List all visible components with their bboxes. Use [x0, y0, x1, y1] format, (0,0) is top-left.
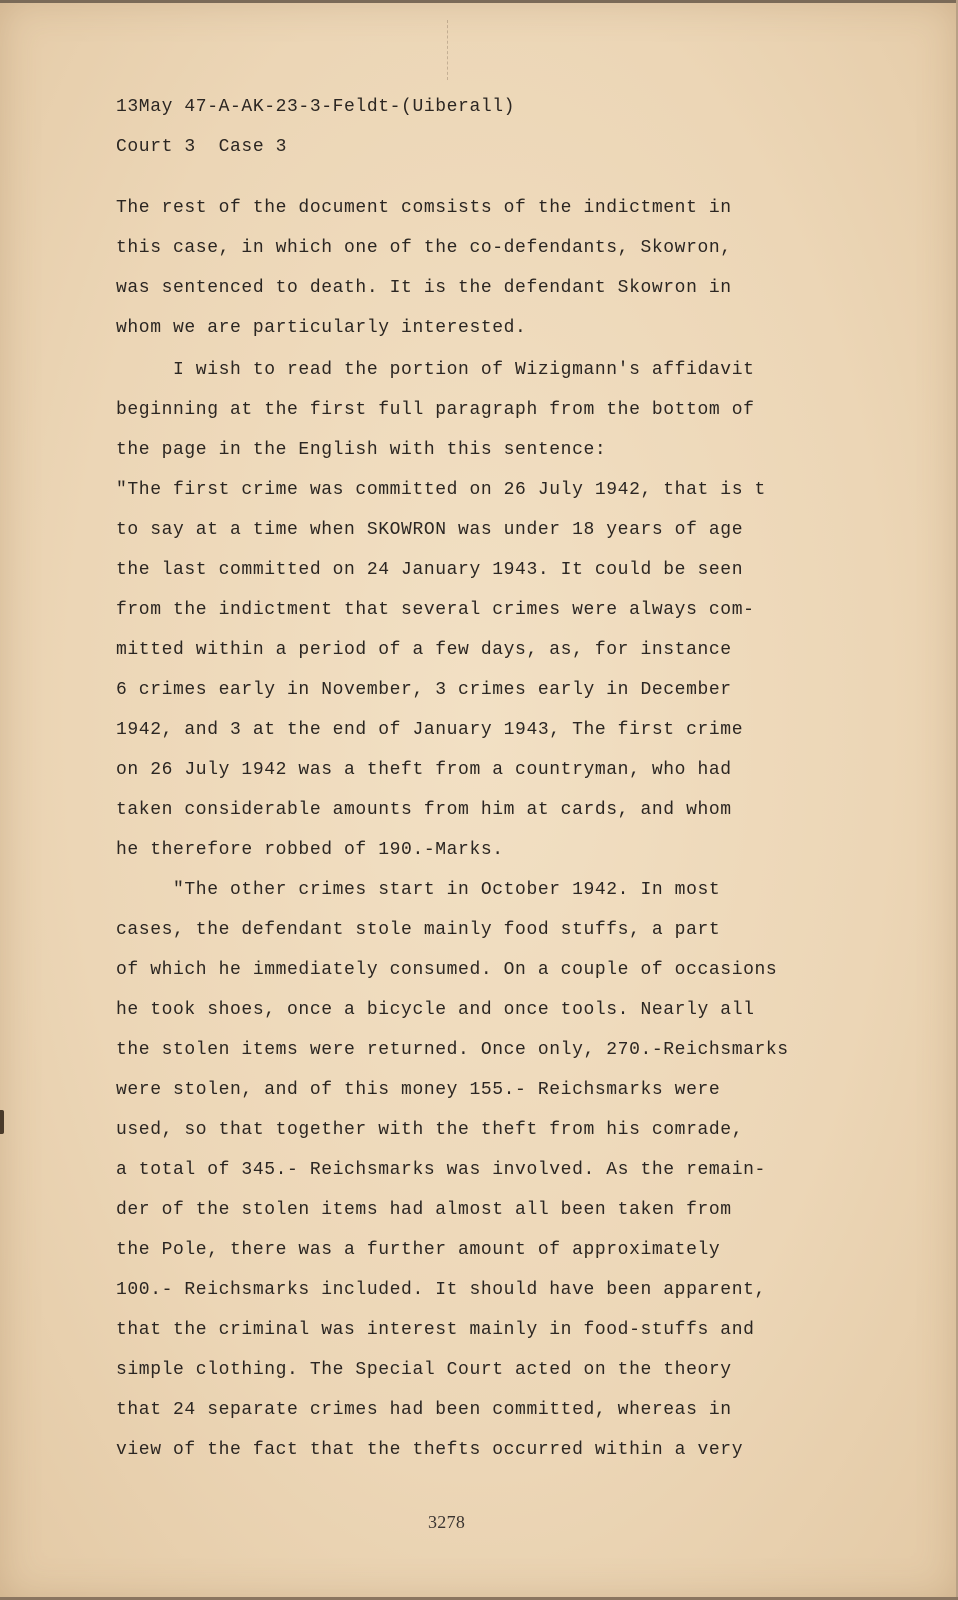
page-top-edge: [0, 0, 958, 3]
body-line: 6 crimes early in November, 3 crimes early in December: [116, 680, 732, 700]
body-line: that the criminal was interest mainly in food-stuffs and: [116, 1320, 755, 1340]
body-line: the page in the English with this sentence:: [116, 440, 607, 460]
header-court-case: Court 3 Case 3: [116, 137, 288, 157]
body-line: that 24 separate crimes had been committed, whereas in: [116, 1400, 732, 1420]
body-line: he therefore robbed of 190.-Marks.: [116, 840, 504, 860]
body-line: "The first crime was committed on 26 July 1942, that is t: [116, 480, 766, 500]
body-line: taken considerable amounts from him at cards, and whom: [116, 800, 732, 820]
binding-mark: [0, 1110, 4, 1134]
header-reference: 13May 47-A-AK-23-3-Feldt-(Uiberall): [116, 97, 516, 117]
body-line: simple clothing. The Special Court acted on the theory: [116, 1360, 732, 1380]
body-line: the Pole, there was a further amount of approximately: [116, 1240, 721, 1260]
body-line: a total of 345.- Reichsmarks was involved. As the remain-: [116, 1160, 766, 1180]
body-line: "The other crimes start in October 1942. In most: [116, 880, 721, 900]
body-line: I wish to read the portion of Wizigmann's affidavit: [116, 360, 755, 380]
body-line: view of the fact that the thefts occurred within a very: [116, 1440, 744, 1460]
body-line: 1942, and 3 at the end of January 1943, The first crime: [116, 720, 744, 740]
body-line: The rest of the document comsists of the indictment in: [116, 198, 732, 218]
body-line: beginning at the first full paragraph from the bottom of: [116, 400, 755, 420]
body-line: was sentenced to death. It is the defendant Skowron in: [116, 278, 732, 298]
body-line: the last committed on 24 January 1943. It could be seen: [116, 560, 744, 580]
body-line: he took shoes, once a bicycle and once tools. Nearly all: [116, 1000, 755, 1020]
body-line: to say at a time when SKOWRON was under 18 years of age: [116, 520, 744, 540]
page-number: 3278: [428, 1512, 466, 1532]
body-line: 100.- Reichsmarks included. It should have been apparent,: [116, 1280, 766, 1300]
body-line: of which he immediately consumed. On a couple of occasions: [116, 960, 778, 980]
body-line: mitted within a period of a few days, as, for instance: [116, 640, 732, 660]
body-line: from the indictment that several crimes were always com-: [116, 600, 755, 620]
body-line: the stolen items were returned. Once only, 270.-Reichsmarks: [116, 1040, 789, 1060]
body-line: cases, the defendant stole mainly food stuffs, a part: [116, 920, 721, 940]
body-line: were stolen, and of this money 155.- Reichsmarks were: [116, 1080, 721, 1100]
fold-mark: [447, 20, 449, 80]
body-line: this case, in which one of the co-defendants, Skowron,: [116, 238, 732, 258]
body-line: whom we are particularly interested.: [116, 318, 527, 338]
body-line: der of the stolen items had almost all been taken from: [116, 1200, 732, 1220]
body-line: on 26 July 1942 was a theft from a countryman, who had: [116, 760, 732, 780]
body-line: used, so that together with the theft from his comrade,: [116, 1120, 744, 1140]
